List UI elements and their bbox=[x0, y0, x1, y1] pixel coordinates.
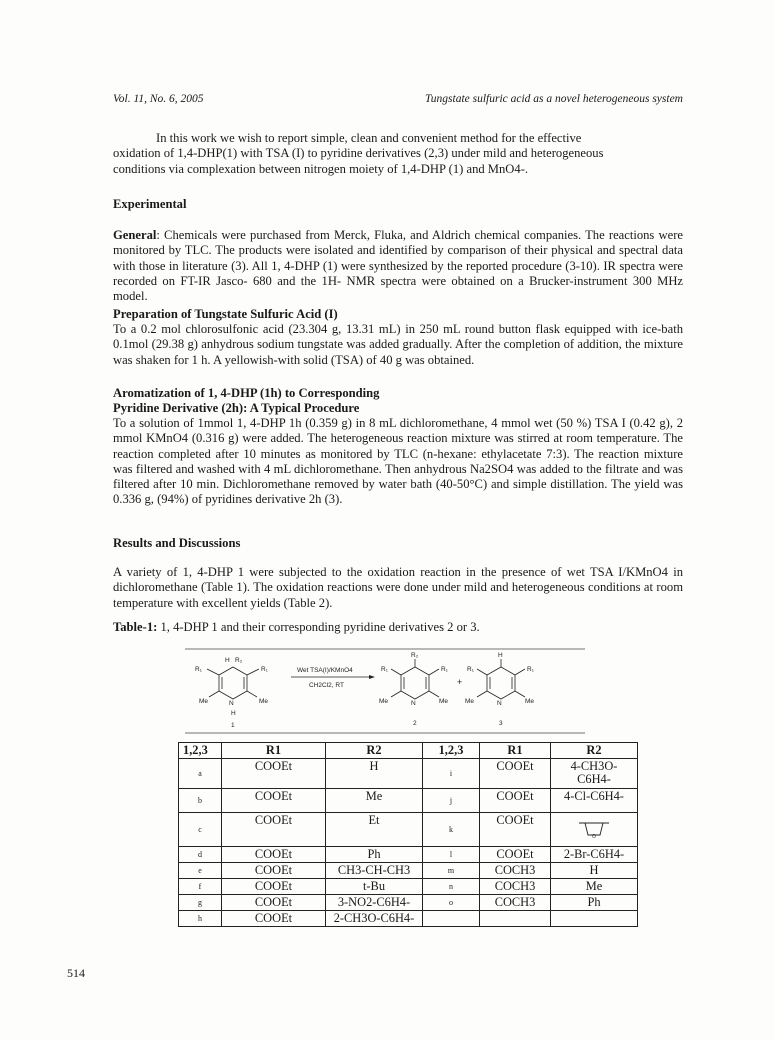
svg-text:R₁: R₁ bbox=[381, 666, 388, 673]
table-cell: e bbox=[179, 863, 222, 879]
table-cell: Me bbox=[551, 879, 638, 895]
svg-text:R₁: R₁ bbox=[441, 666, 448, 673]
table-cell: COOEt bbox=[480, 759, 551, 789]
table-row bbox=[179, 879, 638, 895]
table-cell: o bbox=[423, 895, 480, 911]
pyridine-2-structure bbox=[391, 659, 439, 699]
svg-text:N: N bbox=[411, 700, 416, 707]
results-paragraph: A variety of 1, 4-DHP 1 were subjected to the oxidation reaction in the presence of wet TSA I/KMnO4 in dichloromethane (Table 1). The oxidation reactions were done under mild and heterogeneous conditions at room temperature with excellent yields (Table 2). bbox=[113, 565, 683, 610]
table-cell: i bbox=[423, 759, 480, 789]
table-cell: k bbox=[423, 813, 480, 847]
table-caption-text: 1, 4-DHP 1 and their corresponding pyridine derivatives 2 or 3. bbox=[157, 620, 480, 634]
pyridine-3-structure bbox=[477, 659, 525, 699]
table-cell: 4-Cl-C6H4- bbox=[551, 789, 638, 813]
table-cell: COOEt bbox=[222, 895, 326, 911]
table-cell: d bbox=[179, 847, 222, 863]
table-cell: COOEt bbox=[480, 847, 551, 863]
table-cell: Ph bbox=[326, 847, 423, 863]
table-cell: b bbox=[179, 789, 222, 813]
header-r1-b: R1 bbox=[480, 743, 551, 759]
scheme-reagent-top: Wet TSA(I)/KMnO4 bbox=[297, 667, 353, 674]
scheme-label-3: 3 bbox=[499, 720, 503, 727]
table-cell: a bbox=[179, 759, 222, 789]
table-cell: COCH3 bbox=[480, 895, 551, 911]
table-header-row bbox=[179, 743, 638, 759]
table-row bbox=[179, 789, 638, 813]
svg-text:N: N bbox=[229, 700, 234, 707]
table-row bbox=[179, 895, 638, 911]
general-lead: General bbox=[113, 228, 157, 242]
intro-line-1: In this work we wish to report simple, clean and convenient method for the effective bbox=[156, 131, 582, 145]
table-cell: j bbox=[423, 789, 480, 813]
table-cell: COOEt bbox=[222, 759, 326, 789]
page-number: 514 bbox=[67, 966, 85, 980]
intro-paragraph bbox=[113, 131, 683, 177]
header-compound-a: 1,2,3 bbox=[179, 743, 222, 759]
table-cell: c bbox=[179, 813, 222, 847]
scheme-reagent-bottom: CH2Cl2, RT bbox=[309, 682, 344, 689]
running-header-title: Tungstate sulfuric acid as a novel heterogeneous system bbox=[425, 93, 683, 105]
table-cell: COOEt bbox=[480, 789, 551, 813]
table-cell: Et bbox=[326, 813, 423, 847]
table-cell bbox=[480, 911, 551, 927]
header-r1-a: R1 bbox=[222, 743, 326, 759]
header-compound-b: 1,2,3 bbox=[423, 743, 480, 759]
table-cell: CH3-CH-CH3 bbox=[326, 863, 423, 879]
header-r2-b: R2 bbox=[551, 743, 638, 759]
table-cell: g bbox=[179, 895, 222, 911]
table-cell bbox=[551, 911, 638, 927]
table-cell: COOEt bbox=[222, 813, 326, 847]
running-header-volume: Vol. 11, No. 6, 2005 bbox=[113, 93, 204, 105]
svg-text:Me: Me bbox=[465, 698, 475, 705]
svg-text:N: N bbox=[497, 700, 502, 707]
table-cell: 3-NO2-C6H4- bbox=[326, 895, 423, 911]
prep-heading: Preparation of Tungstate Sulfuric Acid (I) bbox=[113, 307, 338, 321]
table-cell: COCH3 bbox=[480, 863, 551, 879]
table-cell: H bbox=[551, 863, 638, 879]
table-cell: COOEt bbox=[480, 813, 551, 847]
svg-text:Me: Me bbox=[379, 698, 389, 705]
svg-text:Me: Me bbox=[525, 698, 535, 705]
table-caption bbox=[113, 620, 480, 635]
table-cell: Me bbox=[326, 789, 423, 813]
table-row bbox=[179, 847, 638, 863]
table-cell: H bbox=[326, 759, 423, 789]
table-cell bbox=[423, 911, 480, 927]
table-cell: f bbox=[179, 879, 222, 895]
table-cell: COOEt bbox=[222, 911, 326, 927]
svg-text:H: H bbox=[225, 657, 230, 664]
svg-text:Me: Me bbox=[439, 698, 449, 705]
intro-line-2: oxidation of 1,4-DHP(1) with TSA (I) to pyridine derivatives (2,3) under mild and heterogeneous bbox=[113, 146, 604, 161]
intro-line-3: conditions via complexation between nitrogen moiety of 1,4-DHP (1) and MnO4-. bbox=[113, 161, 529, 176]
reaction-scheme bbox=[185, 645, 585, 735]
svg-text:O: O bbox=[592, 834, 596, 839]
table-cell: h bbox=[179, 911, 222, 927]
scheme-label-2: 2 bbox=[413, 720, 417, 727]
table-row bbox=[179, 759, 638, 789]
table-cell: 4-CH3O-C6H4- bbox=[551, 759, 638, 789]
table-cell: COOEt bbox=[222, 847, 326, 863]
table-row bbox=[179, 863, 638, 879]
arom-paragraph: To a solution of 1mmol 1, 4-DHP 1h (0.359 g) in 8 mL dichloromethane, 4 mmol wet (50 %) TSA I (0.42 g), 2 mmol KMnO4 (0.316 g) were added. The heterogeneous reaction mixture was stirred at room temperature. The reaction completed after 10 minutes as monitored by TLC (n-hexane: ethylacetate 7:3). The reaction mixture was filtered and washed with 4 mL dichloromethane. Then anhydrous Na2SO4 was added to the filtrate and was filtered after 10 min. Dichloromethane removed by water bath (40-50°C) and simple distillation. The yield was 0.336 g, (94%) of pyridines derivative 2h (3). bbox=[113, 416, 683, 507]
table-cell: m bbox=[423, 863, 480, 879]
experimental-heading: Experimental bbox=[113, 197, 187, 211]
svg-text:R₂: R₂ bbox=[235, 657, 243, 664]
table-cell: 2-CH3O-C6H4- bbox=[326, 911, 423, 927]
dhp-structure bbox=[207, 667, 259, 699]
svg-text:Me: Me bbox=[199, 698, 209, 705]
arom-heading-1: Aromatization of 1, 4-DHP (1h) to Corresponding bbox=[113, 386, 380, 400]
table-cell: n bbox=[423, 879, 480, 895]
svg-text:Me: Me bbox=[259, 698, 269, 705]
svg-text:R₂: R₂ bbox=[411, 652, 419, 659]
svg-text:R₁: R₁ bbox=[261, 666, 268, 673]
results-heading: Results and Discussions bbox=[113, 536, 241, 550]
table-cell: COOEt bbox=[222, 863, 326, 879]
scheme-plus: + bbox=[457, 677, 463, 687]
substituent-table bbox=[178, 742, 638, 927]
table-cell: COOEt bbox=[222, 789, 326, 813]
scheme-label-1: 1 bbox=[231, 722, 235, 729]
table-row bbox=[179, 813, 638, 847]
general-paragraph bbox=[113, 228, 683, 304]
svg-text:H: H bbox=[498, 652, 503, 659]
table-cell: 2-Br-C6H4- bbox=[551, 847, 638, 863]
svg-text:R₁: R₁ bbox=[467, 666, 474, 673]
table-cell: Ph bbox=[551, 895, 638, 911]
table-caption-lead: Table-1: bbox=[113, 620, 158, 634]
table-cell: COCH3 bbox=[480, 879, 551, 895]
svg-text:R₁: R₁ bbox=[195, 666, 202, 673]
arom-heading-2: Pyridine Derivative (2h): A Typical Procedure bbox=[113, 401, 360, 415]
table-cell: t-Bu bbox=[326, 879, 423, 895]
table-cell: l bbox=[423, 847, 480, 863]
furyl-structure-cell bbox=[551, 813, 638, 847]
svg-text:R₁: R₁ bbox=[527, 666, 534, 673]
table-cell: COOEt bbox=[222, 879, 326, 895]
prep-paragraph: To a 0.2 mol chlorosulfonic acid (23.304 g, 13.31 mL) in 250 mL round button flask equipped with ice-bath 0.1mol (29.38 g) anhydrous sodium tungstate was added gradually. After the completion of addition, the mixture was shaken for 1 h. A yellowish-with solid (TSA) of 40 g was obtained. bbox=[113, 322, 683, 367]
header-r2-a: R2 bbox=[326, 743, 423, 759]
furan-ring-icon bbox=[577, 817, 611, 839]
svg-text:H: H bbox=[231, 710, 236, 717]
table-row bbox=[179, 911, 638, 927]
general-text: : Chemicals were purchased from Merck, Fluka, and Aldrich chemical companies. The reactions were monitored by TLC. The products were isolated and identified by comparison of their physical and spectral data with those in literature (3). All 1, 4-DHP (1) were synthesized by the reported procedure (3-10). IR spectra were recorded on FT-IR Jasco- 680 and the 1H- NMR spectra were obtained on a Brucker-instrument 300 MHz model. bbox=[113, 228, 683, 304]
